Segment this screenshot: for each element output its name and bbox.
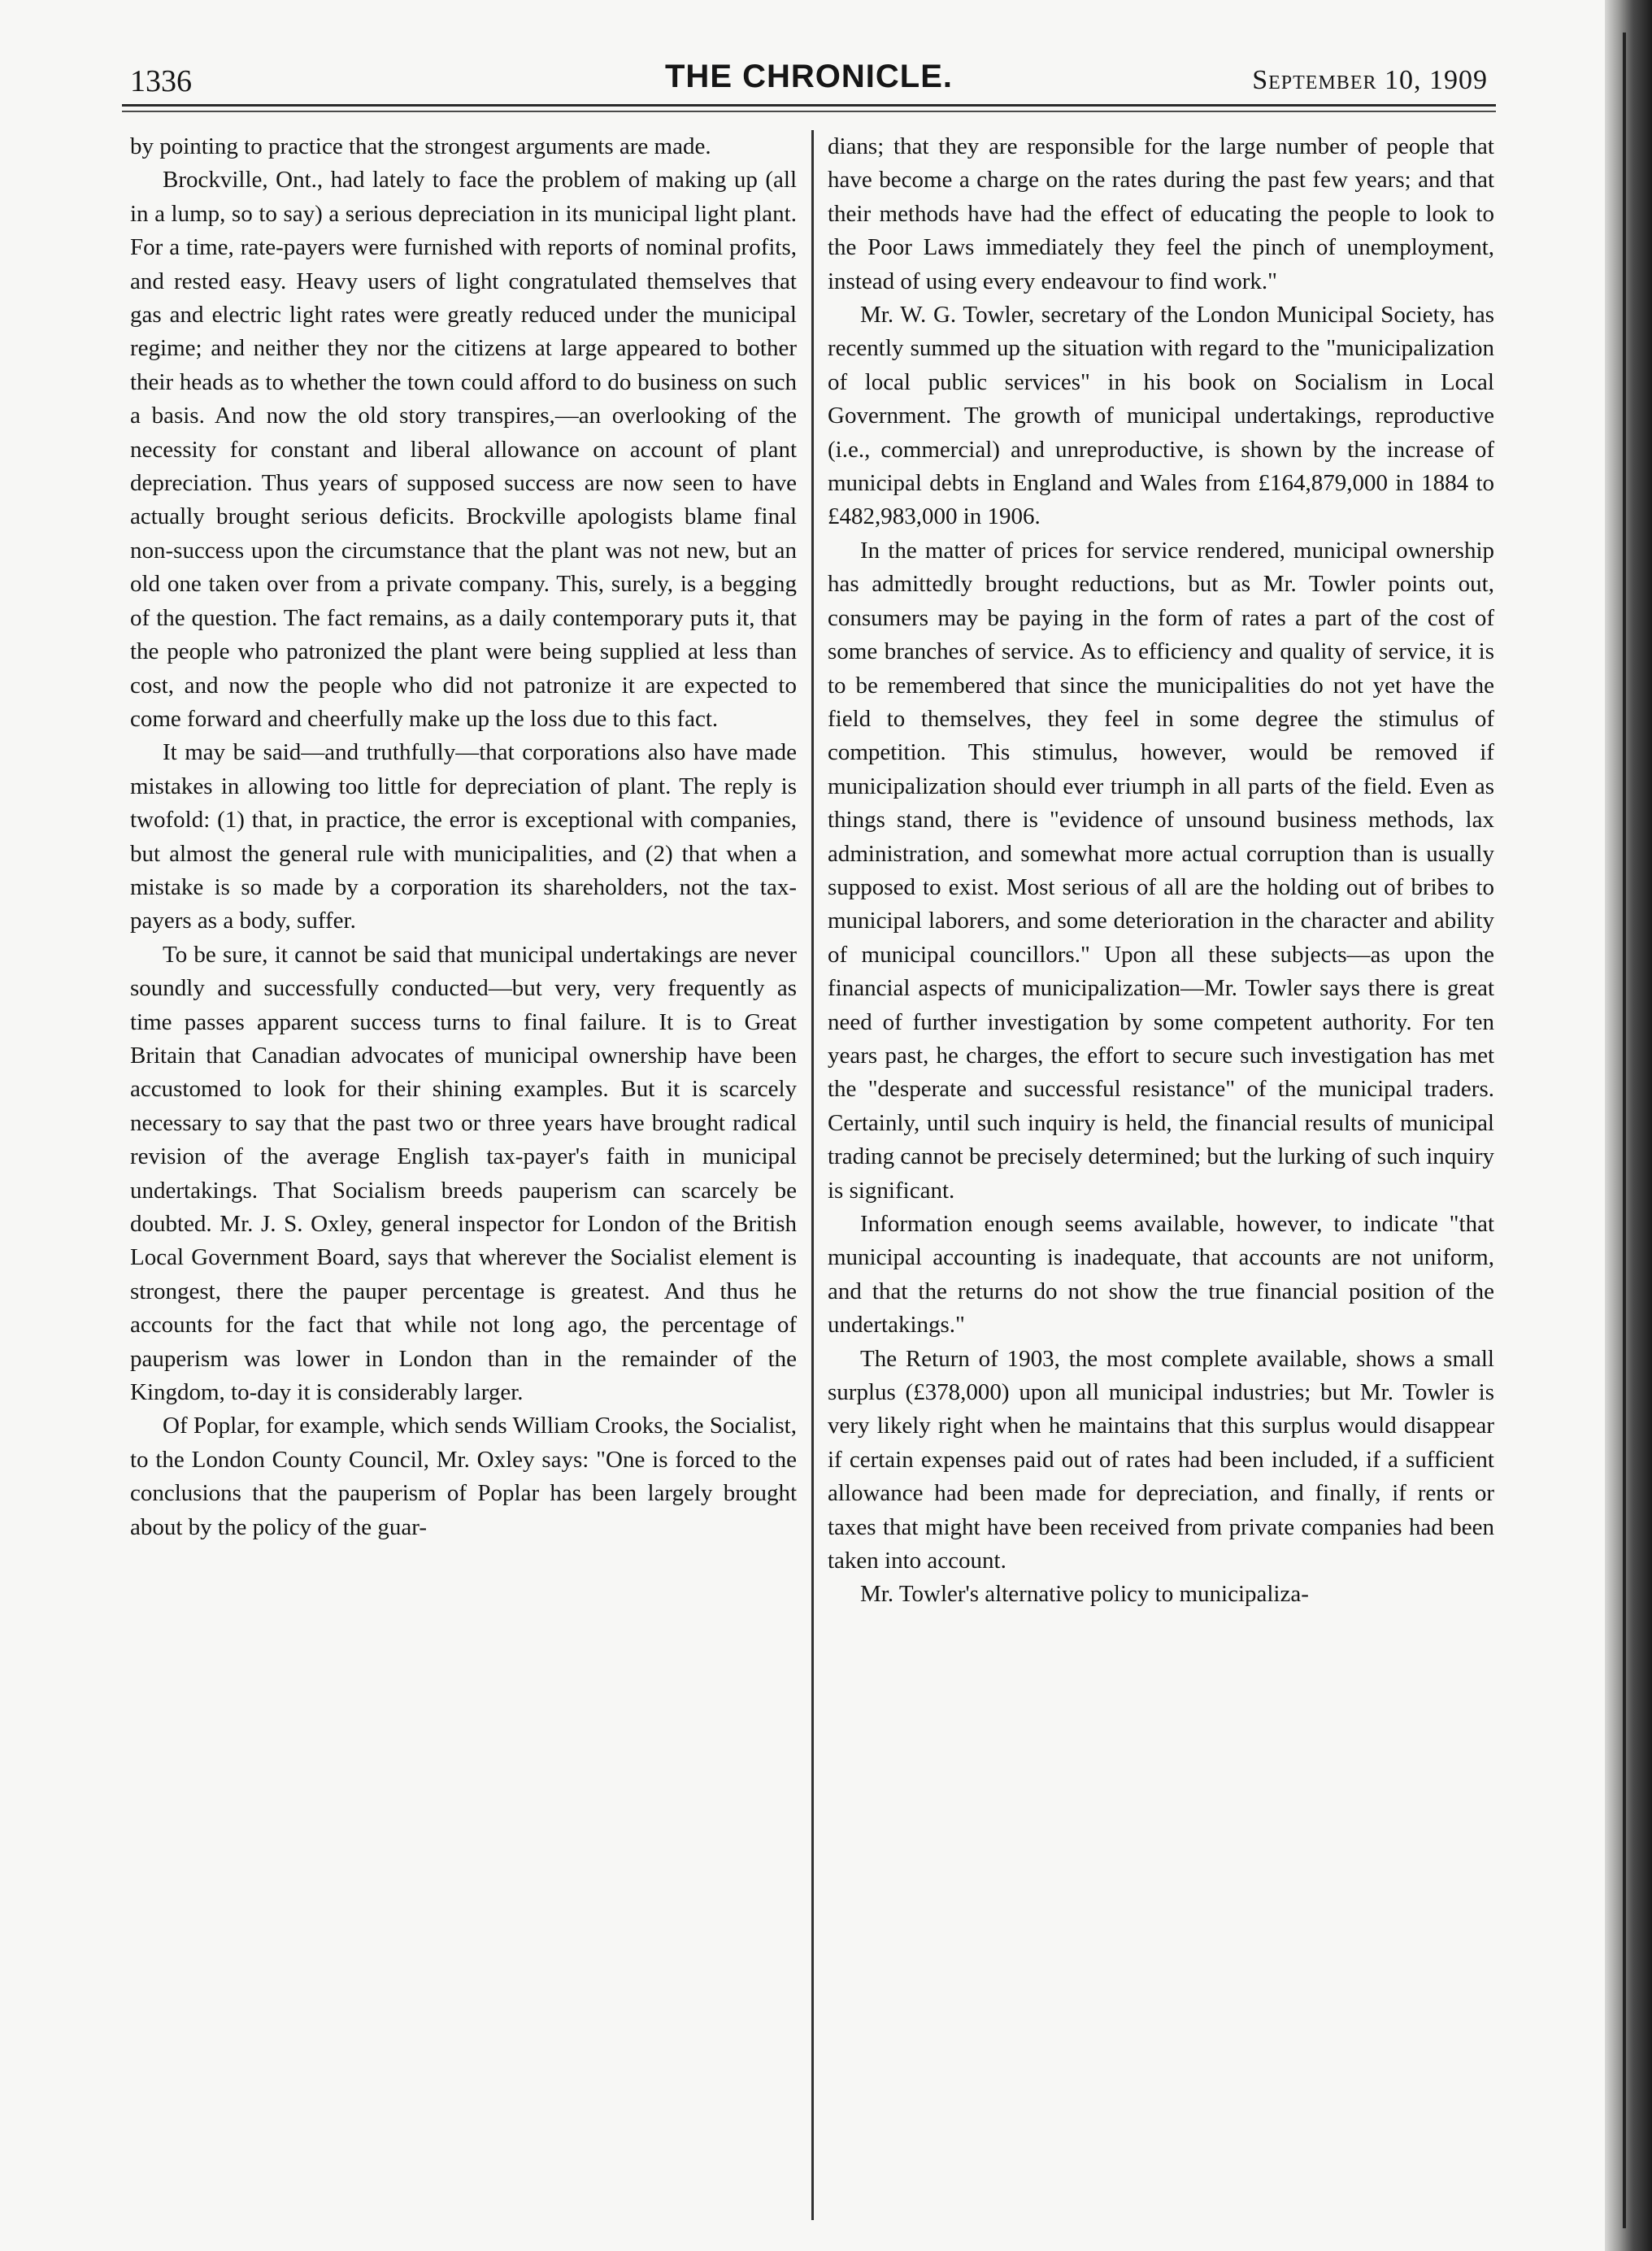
paragraph: In the matter of prices for service rendered, municipal ownership has admittedly brought reductions, but as Mr. Towler points out, consumers may be paying in the form of rates a part of the cost of some branches of service. As to efficiency and quality of service, it is to be remembered that since the municipalities do not yet have the field to themselves, they feel in some degree the stimulus of competition. This stimulus, however, would be removed if municipalization should ever triumph in all parts of the field. Even as things stand, there is "evidence of unsound business methods, lax administration, and somewhat more actual corruption than is usually supposed to exist. Most serious of all are the holding out of bribes to municipal laborers, and some deterioration in the character and ability of municipal councillors." Upon all these subjects—as upon the financial aspects of municipalization—Mr. Towler says there is great need of further investigation by some competent authority. For ten years past, he charges, the effort to secure such investigation has met the "desperate and successful resistance" of the municipal traders. Certainly, until such inquiry is held, the financial results of municipal trading cannot be precisely determined; but the lurking of such inquiry is significant.: [828, 537, 1494, 1204]
paragraph: Information enough seems available, however, to indicate "that municipal accounting is inadequate, that accounts are not uniform, and that the returns do not show the true financial position of the undertakings.": [828, 1211, 1494, 1339]
paragraph: dians; that they are responsible for the large number of people that have become a charge on the rates during the past few years; and that their methods have had the effect of educating the people to look to the Poor Laws immediately they feel the pinch of unemployment, instead of using every endeavour to find work.": [828, 133, 1494, 294]
header-rule: [122, 104, 1496, 112]
paragraph: To be sure, it cannot be said that municipal undertakings are never soundly and successfully conducted—but very, very frequently as time passes apparent success turns to final failure. It is to Great Britain that Canadian advocates of municipal ownership have been accustomed to look for their shining examples. But it is scarcely necessary to say that the past two or three years have brought radical revision of the average English tax-payer's faith in municipal undertakings. That Socialism breeds pauperism can scarcely be doubted. Mr. J. S. Oxley, general inspector for London of the British Local Government Board, says that wherever the Socialist element is strongest, there the pauper percentage is greatest. And thus he accounts for the fact that while not long ago, the percentage of pauperism was lower in London than in the remainder of the Kingdom, to-day it is considerably larger.: [130, 941, 797, 1406]
paragraph: It may be said—and truthfully—that corporations also have made mistakes in allowing too little for depreciation of plant. The reply is twofold: (1) that, in practice, the error is exceptional with companies, but almost the general rule with municipalities, and (2) that when a mistake is so made by a corporation its shareholders, not the tax-payers as a body, suffer.: [130, 739, 797, 934]
paragraph: Mr. Towler's alternative policy to municipaliza-: [860, 1581, 1309, 1608]
paragraph: Brockville, Ont., had lately to face the problem of making up (all in a lump, so to say) a serious depreciation in its municipal light plant. For a time, rate-payers were furnished with reports of nominal profits, and rested easy. Heavy users of light congratulated themselves that gas and electric light rates were greatly reduced under the municipal regime; and neither they nor the citizens at large appeared to bother their heads as to whether the town could afford to do business on such a basis. And now the old story transpires,—an overlooking of the necessity for constant and liberal allowance on account of plant depreciation. Thus years of supposed success are now seen to have actually brought serious deficits. Brockville apologists blame final non-success upon the circumstance that the plant was not new, but an old one taken over from a private company. This, surely, is a begging of the question. The fact remains, as a daily contemporary puts it, that the people who patronized the plant were being supplied at less than cost, and now the people who did not patronize it are expected to come forward and cheerfully make up the loss due to this fact.: [130, 167, 797, 732]
binding-line: [1623, 33, 1626, 2228]
right-column: [828, 130, 1494, 2212]
paragraph: Mr. W. G. Towler, secretary of the London Municipal Society, has recently summed up the situation with regard to the "municipalization of local public services" in his book on Socialism in Local Government. The growth of municipal undertakings, reproductive (i.e., commercial) and unreproductive, is shown by the increase of municipal debts in England and Wales from £164,879,000 in 1884 to £482,983,000 in 1906.: [828, 302, 1494, 530]
page-number: 1336: [130, 64, 192, 98]
left-column: [130, 130, 797, 2212]
issue-date: September 10, 1909: [1252, 65, 1488, 95]
page-header: [130, 59, 1488, 107]
paragraph: by pointing to practice that the strongest arguments are made.: [130, 133, 711, 159]
column-divider: [811, 130, 814, 2220]
binding-edge: [1605, 0, 1652, 2251]
paragraph: The Return of 1903, the most complete available, shows a small surplus (£378,000) upon all municipal industries; but Mr. Towler is very likely right when he maintains that this surplus would disappear if certain expenses paid out of rates had been included, if a sufficient allowance had been made for depreciation, and finally, if rents or taxes that might have been received from private companies had been taken into account.: [828, 1345, 1494, 1574]
publication-title: THE CHRONICLE.: [665, 59, 953, 94]
paragraph: Of Poplar, for example, which sends William Crooks, the Socialist, to the London County Council, Mr. Oxley says: "One is forced to the conclusions that the pauperism of Poplar has been largely brought about by the policy of the guar-: [130, 1413, 797, 1540]
